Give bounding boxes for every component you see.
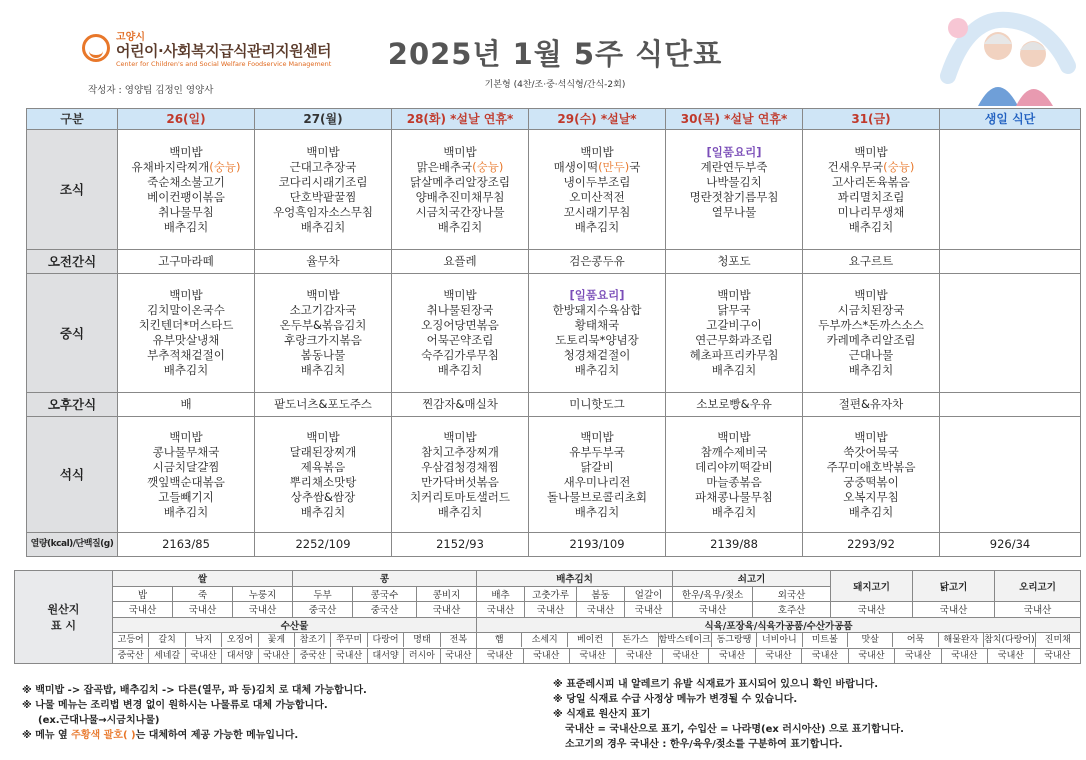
menu-item: 배추김치 xyxy=(437,363,483,377)
menu-item: 매생이떡(만두)국 xyxy=(553,159,641,174)
origin-label: 원산지 표 시 xyxy=(15,571,113,664)
row-label-pm-snack: 오후간식 xyxy=(27,393,118,417)
item-origin: 국내산 xyxy=(913,602,995,618)
note-line: (ex.근대나물→시금치나물) xyxy=(38,715,160,726)
menu-item: 배추김치 xyxy=(300,363,346,377)
breakfast-cell xyxy=(529,130,666,250)
item-name: 외국산 xyxy=(753,586,831,602)
item-origin: 국내산 xyxy=(577,602,625,618)
item-origin: 국내산 xyxy=(625,602,673,618)
menu-item: 배추김치 xyxy=(437,219,483,234)
menu-item: 배추김치 xyxy=(163,504,209,519)
item-name: 누룽지 xyxy=(233,586,293,602)
item-origin: 국내산 xyxy=(570,649,616,663)
menu-item: 백미밥 xyxy=(580,144,614,159)
menu-item: 온두부&볶음김치 xyxy=(279,318,367,332)
item-origin: 국내산 xyxy=(331,649,367,663)
menu-item: 유채바지락찌개(숭늉) xyxy=(131,159,241,174)
item-origin: 국내산 xyxy=(477,649,523,663)
lunch-cell xyxy=(118,274,255,393)
menu-item: 도토리묵*양념장 xyxy=(555,333,639,347)
menu-item: 맑은배추국(숭늉) xyxy=(416,159,504,174)
menu-item: 냉이두부조림 xyxy=(563,174,631,189)
group-chicken: 닭고기 xyxy=(913,571,995,602)
day-header: 28(화) *설날 연휴* xyxy=(392,109,529,130)
item-name: 봄동 xyxy=(577,586,625,602)
menu-item: 만가닥버섯볶음 xyxy=(421,474,499,489)
item-origin: 대서양 xyxy=(222,649,258,663)
item-origin: 국내산 xyxy=(673,602,753,618)
menu-item: 양배추진미채무침 xyxy=(415,189,505,204)
item-name: 돈가스 xyxy=(613,633,658,647)
dinner-cell xyxy=(803,417,940,533)
menu-item: 백미밥 xyxy=(169,288,203,302)
menu-item: 데리야끼떡갈비 xyxy=(695,459,773,474)
note-line: ※ 나물 메뉴는 조리법 변경 없이 원하시는 나물류로 대체 가능합니다. xyxy=(22,700,328,711)
lunch-cell xyxy=(940,274,1081,393)
day-header: 31(금) xyxy=(803,109,940,130)
lunch-cell xyxy=(803,274,940,393)
item-name: 동그랑땡 xyxy=(712,633,757,647)
note-line: ※ 메뉴 옆 주황색 괄호( )는 대체하여 제공 가능한 메뉴입니다. xyxy=(22,730,299,741)
menu-item: 헤초파프리카무침 xyxy=(689,348,779,362)
group-seafood: 수산물 xyxy=(113,617,477,633)
item-name: 맛살 xyxy=(848,633,893,647)
note-line: ※ 백미밥 -> 잡곡밥, 배추김치 -> 다른(열무, 파 등)김치 로 대체 가능합니다. xyxy=(22,685,367,696)
item-origin: 국내산 xyxy=(849,649,895,663)
nutrition-cell: 2193/109 xyxy=(529,533,666,557)
menu-item: 김치말이온국수 xyxy=(147,303,225,317)
menu-item: 열무나물 xyxy=(711,204,757,219)
menu-item: 고들빼기지 xyxy=(158,489,214,504)
item-name: 참조기 xyxy=(295,633,331,647)
menu-item: 배추김치 xyxy=(163,363,209,377)
item-name: 꽃게 xyxy=(259,633,295,647)
item-origin: 국내산 xyxy=(173,602,233,618)
spacer xyxy=(666,220,802,235)
item-origin: 국내산 xyxy=(616,649,662,663)
item-name: 베이컨 xyxy=(568,633,613,647)
menu-item: 시금치국간장나물 xyxy=(415,204,505,219)
center-logo-icon xyxy=(82,34,110,62)
breakfast-cell xyxy=(392,130,529,250)
item-name: 고춧가루 xyxy=(525,586,577,602)
menu-item: 부추적채겉절이 xyxy=(147,348,225,362)
lunch-cell xyxy=(529,274,666,393)
seafood-origins xyxy=(113,648,477,664)
item-name: 콩국수 xyxy=(353,586,417,602)
day-header: 29(수) *설날* xyxy=(529,109,666,130)
menu-item: 백미밥 xyxy=(717,288,751,302)
item-name: 오징어 xyxy=(222,633,258,647)
menu-item: 배추김치 xyxy=(163,219,209,234)
menu-item: 오복지무침 xyxy=(843,489,899,504)
menu-item: 배추김치 xyxy=(711,504,757,519)
item-origin: 러시아 xyxy=(404,649,440,663)
item-name: 어묵 xyxy=(893,633,938,647)
menu-item: 꽈리멸치조림 xyxy=(837,189,905,204)
menu-item: 카레메추리알조림 xyxy=(826,333,916,347)
menu-item: 백미밥 xyxy=(169,144,203,159)
item-name: 한우/육우/젖소 xyxy=(673,586,753,602)
item-origin: 국내산 xyxy=(995,602,1081,618)
menu-item: 미나리무생채 xyxy=(837,204,905,219)
breakfast-cell xyxy=(255,130,392,250)
menu-item: 백미밥 xyxy=(854,144,888,159)
notes-right xyxy=(553,677,904,752)
item-origin: 국내산 xyxy=(942,649,988,663)
menu-item: 고사리돈육볶음 xyxy=(832,174,910,189)
menu-item: 참치고추장찌개 xyxy=(421,444,499,459)
origin-table xyxy=(14,570,1081,664)
org-city: 고양시 xyxy=(116,32,145,43)
org-subtitle: Center for Children's and Social Welfare Foodservice Management xyxy=(116,60,332,68)
dinner-cell xyxy=(255,417,392,533)
menu-item: 코다리시래기조림 xyxy=(278,174,368,189)
menu-item: 시금치된장국 xyxy=(837,303,905,317)
item-origin: 국내산 xyxy=(988,649,1034,663)
menu-item: 새우미나리전 xyxy=(563,474,631,489)
item-origin: 국내산 xyxy=(113,602,173,618)
item-name: 진미채 xyxy=(1044,635,1071,646)
item-name: 명태 xyxy=(404,633,440,647)
menu-item: 베이컨팽이볶음 xyxy=(147,189,225,204)
lunch-cell xyxy=(666,274,803,393)
nutrition-cell: 2293/92 xyxy=(803,533,940,557)
menu-item: 치킨텐더*머스타드 xyxy=(138,318,234,332)
menu-item: 오미산적전 xyxy=(569,189,625,204)
menu-item: 배추김치 xyxy=(574,363,620,377)
menu-item: 상추쌈&쌈장 xyxy=(290,489,356,504)
menu-item: 백미밥 xyxy=(580,429,614,444)
item-origin: 중국산 xyxy=(295,649,331,663)
snack-cell: 요구르트 xyxy=(803,250,940,274)
row-label-nutrition: 열량(kcal)/단백질(g) xyxy=(27,533,118,557)
snack-cell: 검은콩두유 xyxy=(529,250,666,274)
item-origin: 호주산 xyxy=(753,602,831,618)
lunch-cell xyxy=(255,274,392,393)
menu-item: 배추김치 xyxy=(848,363,894,377)
item-name: 햄 xyxy=(477,633,522,647)
menu-item: 명란젓참기름무침 xyxy=(689,189,779,204)
menu-item: 백미밥 xyxy=(854,288,888,302)
item-name: 죽 xyxy=(173,586,233,602)
note-line: 국내산 = 국내산으로 표기, 수입산 = 나라명(ex 러시아산) 으로 표기합니다. xyxy=(565,724,904,735)
group-bean: 콩 xyxy=(293,571,477,587)
author: 작성자 : 영양팀 김정인 영양사 xyxy=(88,85,214,96)
item-name: 얼갈이 xyxy=(625,586,673,602)
menu-item: 닭무국 xyxy=(717,303,751,317)
nutrition-cell: 2252/109 xyxy=(255,533,392,557)
nutrition-cell: 2152/93 xyxy=(392,533,529,557)
menu-item: 뿌리채소맛탕 xyxy=(289,474,357,489)
item-name: 해물완자 xyxy=(939,633,984,647)
item-origin: 국내산 xyxy=(445,650,472,661)
menu-item: 고갈비구이 xyxy=(706,318,762,332)
menu-item: 취나물된장국 xyxy=(426,303,494,317)
page-title: 2025년 1월 5주 식단표 xyxy=(387,37,723,71)
menu-item: 단호박팥꿀찜 xyxy=(289,189,357,204)
group-processed: 식육/포장육/식육가공품/수산가공품 xyxy=(477,617,1081,633)
row-label-dinner: 석식 xyxy=(27,417,118,533)
menu-item: 배추김치 xyxy=(574,219,620,234)
item-origin: 국내산 xyxy=(895,649,941,663)
item-name: 고등어 xyxy=(113,633,149,647)
item-origin: 중국산 xyxy=(353,602,417,618)
menu-item: 깻잎백순대볶음 xyxy=(147,474,225,489)
menu-item: 치커리토마토샐러드 xyxy=(410,489,510,504)
menu-item: 유부맛살냉채 xyxy=(152,333,220,347)
note-line: ※ 표준레시피 내 알레르기 유발 식재료가 표시되어 있으니 확인 바랍니다. xyxy=(553,679,878,690)
nutrition-cell: 926/34 xyxy=(940,533,1081,557)
menu-item: 두부까스*돈까스소스 xyxy=(818,318,924,332)
menu-item: 배추김치 xyxy=(437,504,483,519)
menu-item: 황태채국 xyxy=(574,318,620,332)
item-origin: 중국산 xyxy=(293,602,353,618)
menu-item: 백미밥 xyxy=(306,429,340,444)
menu-item: 백미밥 xyxy=(443,288,477,302)
menu-item: 나박물김치 xyxy=(706,174,762,189)
snack-cell: 청포도 xyxy=(666,250,803,274)
processed-names xyxy=(477,633,1081,649)
dinner-cell xyxy=(529,417,666,533)
snack-cell xyxy=(940,250,1081,274)
item-origin: 중국산 xyxy=(113,649,149,663)
item-origin: 대서양 xyxy=(368,649,404,663)
menu-item: 콩나물무채국 xyxy=(152,444,220,459)
item-name: 전복 xyxy=(449,635,468,646)
menu-item: 봄동나물 xyxy=(300,348,346,362)
snack-cell xyxy=(940,393,1081,417)
item-origin: 국내산 xyxy=(756,649,802,663)
item-name: 밥 xyxy=(113,586,173,602)
menu-item: 주꾸미애호박볶음 xyxy=(826,459,916,474)
note-line: 소고기의 경우 국내산 : 한우/육우/젖소를 구분하여 표기합니다. xyxy=(565,739,843,750)
item-name: 소세지 xyxy=(522,633,567,647)
item-origin: 국내산 xyxy=(417,602,477,618)
menu-item: 계란연두부죽 xyxy=(700,159,768,174)
row-label-am-snack: 오전간식 xyxy=(27,250,118,274)
menu-item: 닭갈비 xyxy=(580,459,614,474)
org-name: 어린이·사회복지급식관리지원센터 xyxy=(116,42,332,60)
family-illustration-icon xyxy=(938,6,1078,106)
snack-cell: 절편&유자차 xyxy=(803,393,940,417)
item-name: 갈치 xyxy=(149,633,185,647)
dinner-cell xyxy=(118,417,255,533)
menu-item: 백미밥 xyxy=(306,288,340,302)
breakfast-cell xyxy=(666,130,803,250)
snack-cell: 배 xyxy=(118,393,255,417)
item-name: 미트볼 xyxy=(803,633,848,647)
menu-item: 연근무화과조림 xyxy=(695,333,773,347)
breakfast-cell xyxy=(118,130,255,250)
day-header: 생일 식단 xyxy=(940,109,1081,130)
menu-table xyxy=(26,108,1081,557)
menu-item: 백미밥 xyxy=(306,144,340,159)
menu-item: 시금치달걀찜 xyxy=(152,459,220,474)
item-origin: 국내산 xyxy=(663,649,709,663)
menu-item: 돌나물브로콜리초회 xyxy=(547,489,647,504)
menu-item: 달래된장찌개 xyxy=(289,444,357,459)
seafood-names xyxy=(113,633,477,649)
menu-item: 죽순채소불고기 xyxy=(147,174,225,189)
menu-item: [일품요리] xyxy=(706,144,762,159)
menu-item: 배추김치 xyxy=(711,363,757,377)
item-name: 다랑어 xyxy=(368,633,404,647)
menu-item: 오징어당면볶음 xyxy=(421,318,499,332)
item-name: 함박스테이크 xyxy=(658,635,711,646)
breakfast-cell xyxy=(940,130,1081,250)
snack-cell: 고구마라떼 xyxy=(118,250,255,274)
item-name: 쭈꾸미 xyxy=(331,633,367,647)
group-duck: 오리고기 xyxy=(995,571,1081,602)
menu-item: 배추김치 xyxy=(300,219,346,234)
group-rice: 쌀 xyxy=(113,571,293,587)
item-name: 배추 xyxy=(477,586,525,602)
day-header: 27(월) xyxy=(255,109,392,130)
item-name: 두부 xyxy=(293,586,353,602)
menu-item: 숙주김가루무침 xyxy=(421,348,499,362)
menu-item: 근대나물 xyxy=(848,348,894,362)
item-origin: 국내산 xyxy=(477,602,525,618)
item-origin: 국내산 xyxy=(831,602,913,618)
group-pork: 돼지고기 xyxy=(831,571,913,602)
menu-item: 배추김치 xyxy=(574,504,620,519)
menu-item: 소고기감자국 xyxy=(289,303,357,317)
menu-item: 배추김치 xyxy=(848,504,894,519)
menu-item: 백미밥 xyxy=(169,429,203,444)
breakfast-cell xyxy=(803,130,940,250)
menu-item: 쑥갓어묵국 xyxy=(843,444,899,459)
day-header: 26(일) xyxy=(118,109,255,130)
menu-item: 백미밥 xyxy=(854,429,888,444)
processed-origins xyxy=(477,648,1081,664)
snack-cell: 미니핫도그 xyxy=(529,393,666,417)
item-origin: 국내산 xyxy=(259,649,295,663)
lunch-cell xyxy=(392,274,529,393)
item-origin: 국내산 xyxy=(709,649,755,663)
row-label-lunch: 중식 xyxy=(27,274,118,393)
menu-item: 후랑크가지볶음 xyxy=(284,333,362,347)
item-origin: 국내산 xyxy=(802,649,848,663)
menu-item: 유부두부국 xyxy=(569,444,625,459)
snack-cell: 찐감자&매실차 xyxy=(392,393,529,417)
item-origin: 세네갈 xyxy=(149,649,185,663)
group-beef: 쇠고기 xyxy=(673,571,831,587)
menu-item: 마늘종볶음 xyxy=(706,474,762,489)
dinner-cell xyxy=(392,417,529,533)
menu-type: 기본형 (4찬/조·중·석식형/간식-2회) xyxy=(484,80,626,90)
nutrition-cell: 2139/88 xyxy=(666,533,803,557)
day-header: 30(목) *설날 연휴* xyxy=(666,109,803,130)
menu-item: 우엉흑임자소스무침 xyxy=(273,204,373,219)
item-origin: 국내산 xyxy=(525,602,577,618)
menu-item: 백미밥 xyxy=(717,429,751,444)
row-label-breakfast: 조식 xyxy=(27,130,118,250)
menu-item: 배추김치 xyxy=(300,504,346,519)
menu-item: 제육볶음 xyxy=(300,459,346,474)
menu-item: 청경채겉절이 xyxy=(563,348,631,362)
note-line: ※ 식재료 원산지 표기 xyxy=(553,709,651,720)
menu-item: 취나물무침 xyxy=(158,204,214,219)
snack-cell: 팥도너츠&포도주스 xyxy=(255,393,392,417)
item-origin: 국내산 xyxy=(186,649,222,663)
menu-item: 어묵곤약조림 xyxy=(426,333,494,347)
dinner-cell xyxy=(666,417,803,533)
item-origin: 국내산 xyxy=(233,602,293,618)
snack-cell: 요플레 xyxy=(392,250,529,274)
menu-item: 궁중떡볶이 xyxy=(843,474,899,489)
item-name: 콩비지 xyxy=(417,586,477,602)
menu-item: 한방돼지수육삼합 xyxy=(552,303,642,317)
menu-item: 배추김치 xyxy=(848,219,894,234)
item-origin: 국내산 xyxy=(1044,650,1071,661)
menu-item: 꼬시래기무침 xyxy=(563,204,631,219)
corner-header: 구분 xyxy=(27,109,118,130)
nutrition-cell: 2163/85 xyxy=(118,533,255,557)
menu-item: 백미밥 xyxy=(443,429,477,444)
dinner-cell xyxy=(940,417,1081,533)
menu-item: 백미밥 xyxy=(443,144,477,159)
item-name: 참치(다랑어) xyxy=(984,635,1035,646)
group-kimchi: 배추김치 xyxy=(477,571,673,587)
menu-item: 파채콩나물무침 xyxy=(695,489,773,504)
snack-cell: 소보로빵&우유 xyxy=(666,393,803,417)
snack-cell: 율무차 xyxy=(255,250,392,274)
item-origin: 국내산 xyxy=(524,649,570,663)
menu-item: 참깨수제비국 xyxy=(700,444,768,459)
menu-item: 근대고추장국 xyxy=(289,159,357,174)
menu-item: [일품요리] xyxy=(569,288,625,302)
note-line: ※ 당일 식재료 수급 사정상 메뉴가 변경될 수 있습니다. xyxy=(553,694,798,705)
item-name: 너비아니 xyxy=(757,633,802,647)
menu-item: 건새우무국(숭늉) xyxy=(827,159,915,174)
menu-item: 닭살메추리알장조림 xyxy=(410,174,510,189)
notes-left xyxy=(22,683,367,743)
menu-item: 우삼겹청경채찜 xyxy=(421,459,499,474)
item-name: 낙지 xyxy=(186,633,222,647)
